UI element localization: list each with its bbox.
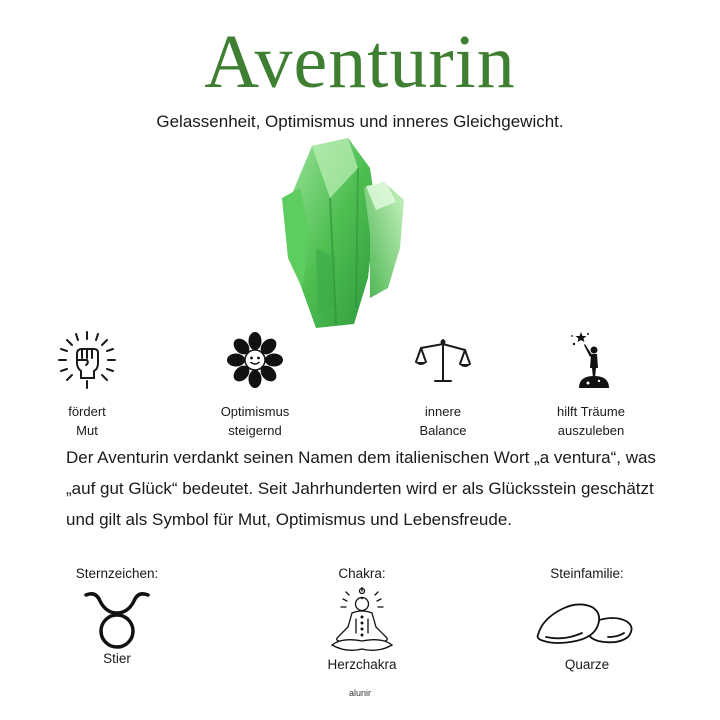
benefit-label: fördert Mut <box>68 404 106 438</box>
benefit-label: Optimismus steigernd <box>220 404 290 438</box>
attribute-heading: Sternzeichen: <box>75 566 159 581</box>
benefit-label: hilft Träume auszuleben <box>557 404 625 438</box>
benefit-courage <box>22 330 152 440</box>
stones-icon <box>532 587 642 657</box>
crystal-image <box>276 138 408 330</box>
subtitle: Gelassenheit, Optimismus und inneres Gleichgewicht. <box>156 112 564 131</box>
attribute-chakra <box>282 566 442 672</box>
benefit-label: innere Balance <box>419 404 467 438</box>
scales-icon <box>413 330 473 390</box>
attribute-value: Quarze <box>564 657 610 672</box>
description: Der Aventurin verdankt seinen Namen dem italienischen Wort „a ventura“, was „auf gut Glück“ bedeutet. Seit Jahrhunderten wird er als Glücksstein geschätzt und gilt als Symbol für Mut, Optimismus und Lebensfreude. <box>66 448 656 529</box>
taurus-icon <box>82 587 152 651</box>
dreamer-icon <box>561 330 621 390</box>
flower-icon <box>225 330 285 390</box>
attribute-heading: Chakra: <box>338 566 386 581</box>
attribute-zodiac <box>37 566 197 666</box>
fist-icon <box>57 330 117 390</box>
page-title: Aventurin <box>204 20 516 104</box>
attribute-value: Herzchakra <box>327 657 397 672</box>
attribute-value: Stier <box>103 651 131 666</box>
brand-logo: alunir <box>348 688 371 698</box>
attribute-heading: Steinfamilie: <box>550 566 624 581</box>
benefit-balance <box>378 330 508 440</box>
benefit-optimism <box>190 330 320 440</box>
meditation-icon <box>322 587 402 657</box>
attribute-stone-family <box>507 566 667 672</box>
benefit-dreams <box>526 330 656 440</box>
